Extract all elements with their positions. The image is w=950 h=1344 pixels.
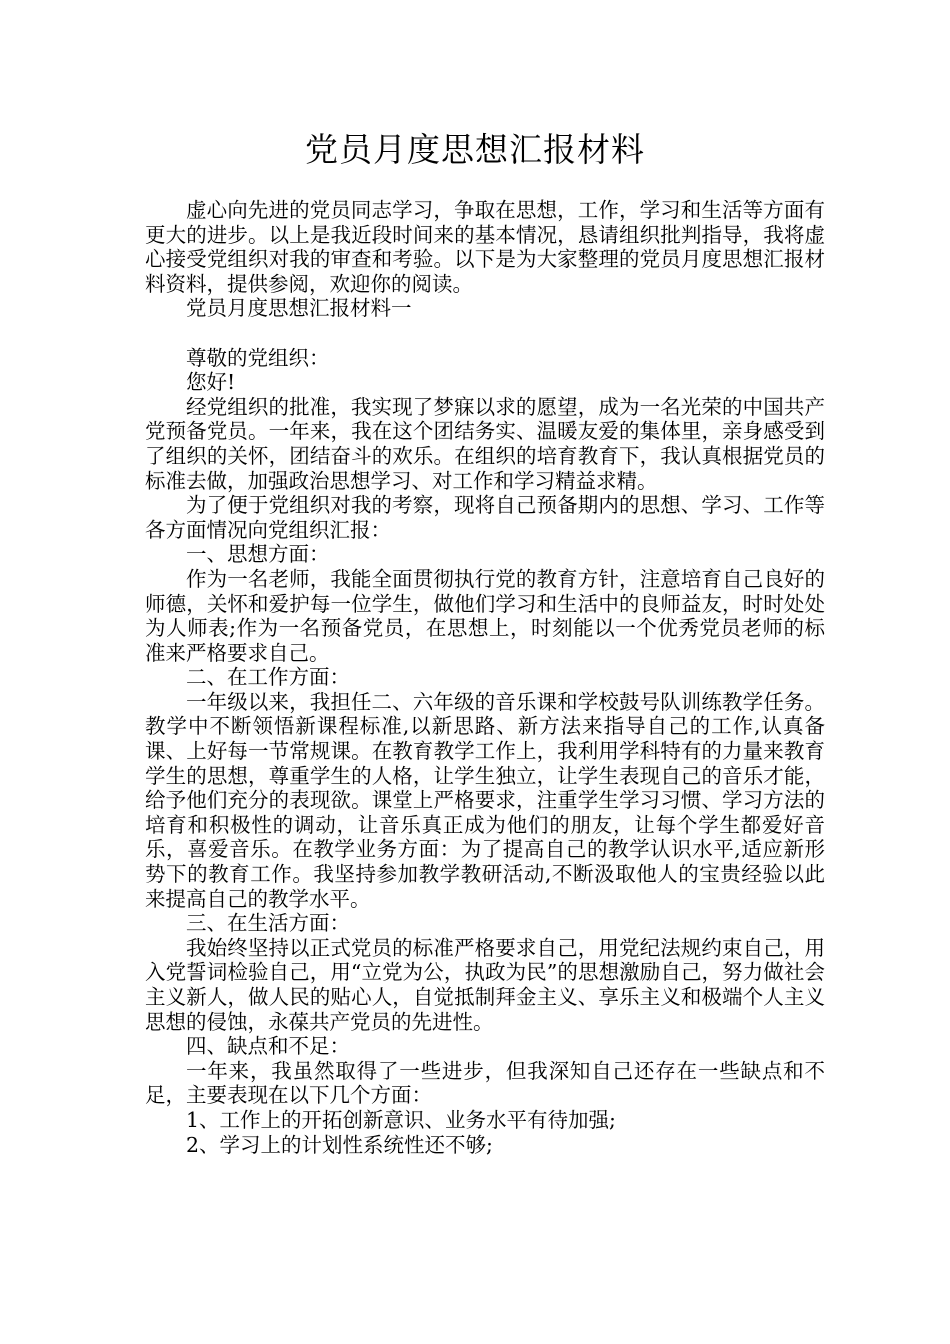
paragraph-intro: 虚心向先进的党员同志学习，争取在思想，工作，学习和生活等方面有更大的进步。以上是我近段时间来的基本情况，恳请组织批判指导，我将虚心接受党组织对我的审查和考验。以下是为大家整理的党员月度思想汇报材料资料，提供参阅，欢迎你的阅读。	[145, 198, 825, 296]
paragraph-heading-shortcomings: 四、缺点和不足：	[186, 1034, 350, 1059]
paragraph-body: 经党组织的批准，我实现了梦寐以求的愿望，成为一名光荣的中国共产党预备党员。一年来，我在这个团结务实、温暖友爱的集体里，亲身感受到了组织的关怀，团结奋斗的欢乐。在组织的培育教育下，我认真根据党员的标准去做，加强政治思想学习、对工作和学习精益求精。	[145, 394, 825, 493]
paragraph-body: 一年来，我虽然取得了一些进步，但我深知自己还存在一些缺点和不足，主要表现在以下几个方面：	[145, 1058, 825, 1108]
paragraph-body: 我始终坚持以正式党员的标准严格要求自己，用党纪法规约束自己，用入党誓词检验自己，用“立党为公，执政为民”的思想激励自己，努力做社会主义新人，做人民的贴心人，自觉抵制拜金主义、享乐主义和极端个人主义思想的侵蚀，永葆共产党员的先进性。	[145, 935, 825, 1034]
paragraph-blank	[145, 321, 825, 346]
paragraph-body: 一年级以来，我担任二、六年级的音乐课和学校鼓号队训练教学任务。教学中不断领悟新课程标准,以新思路、新方法来指导自己的工作,认真备课、上好每一节常规课。在教育教学工作上，我利用学科特有的力量来教育学生的思想，尊重学生的人格，让学生独立，让学生表现自己的音乐才能，给予他们充分的表现欲。课堂上严格要求，注重学生学习习惯、学习方法的培育和积极性的调动，让音乐真正成为他们的朋友，让每个学生都爱好音乐，喜爱音乐。在教学业务方面：为了提高自己的教学认识水平,适应新形势下的教育工作。我坚持参加教学教研活动,不断汲取他人的宝贵经验以此来提高自己的教学水平。	[145, 689, 825, 911]
paragraph-heading-life: 三、在生活方面：	[186, 911, 350, 936]
paragraph-body: 为了便于党组织对我的考察，现将自己预备期内的思想、学习、工作等各方面情况向党组织汇报：	[145, 493, 825, 542]
paragraph-body: 作为一名老师，我能全面贯彻执行党的教育方针，注意培育自己良好的师德，关怀和爱护每一位学生，做他们学习和生活中的良师益友，时时处处为人师表;作为一名预备党员，在思想上，时刻能以一个优秀党员老师的标准来严格要求自己。	[145, 566, 825, 665]
document-title: 党员月度思想汇报材料	[305, 130, 645, 169]
paragraph-salutation: 尊敬的党组织：	[186, 345, 330, 370]
paragraph-heading-thought: 一、思想方面：	[186, 542, 330, 567]
document-body	[145, 198, 825, 1157]
paragraph-list-item: 2、学习上的计划性系统性还不够;	[186, 1132, 493, 1157]
paragraph-greeting: 您好!	[186, 370, 236, 395]
paragraph-section-heading: 党员月度思想汇报材料一	[186, 296, 412, 321]
paragraph-list-item: 1、工作上的开拓创新意识、业务水平有待加强;	[186, 1107, 616, 1132]
paragraph-heading-work: 二、在工作方面：	[186, 665, 350, 690]
